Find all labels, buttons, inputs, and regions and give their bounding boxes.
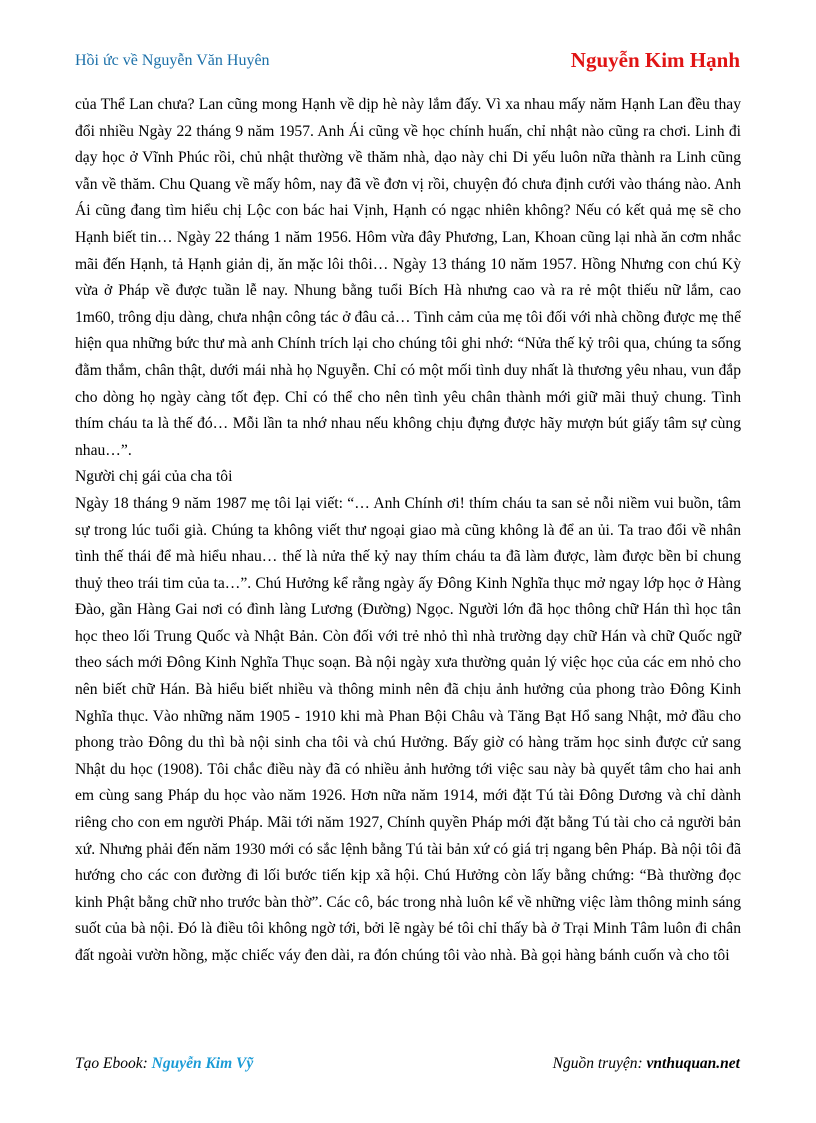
- footer-source-label: Nguồn truyện: [552, 1055, 638, 1072]
- author-name: Nguyễn Kim Hạnh: [570, 48, 740, 72]
- footer-ebook-sep: :: [142, 1055, 152, 1072]
- book-title: Hồi ức về Nguyễn Văn Huyên: [75, 52, 270, 69]
- page-body: [75, 92, 741, 970]
- footer-source-credit: [553, 1055, 740, 1073]
- footer-ebook-label: Tạo Ebook: [75, 1055, 143, 1072]
- paragraph-letters: của Thể Lan chưa? Lan cũng mong Hạnh về dịp hè này lắm đấy. Vì xa nhau mấy năm Hạnh Lan đều thay đổi nhiều Ngày 22 tháng 9 năm 1957. Anh Ái cũng về học chính huấn, chỉ nhật nào cũng ra chơi. Linh đi dạy học ở Vĩnh Phúc rồi, chủ nhật thường về thăm nhà, dạo này chi Di yếu luôn nữa thành ra Linh cũng vẫn về thăm. Chu Quang về mấy hôm, nay đã về đơn vị rồi, chuyện đó chưa định cưới vào tháng nào. Anh Ái cũng đang tìm hiểu chị Lộc con bác hai Vịnh, Hạnh có ngạc nhiên không? Nếu có kết quả mẹ sẽ cho Hạnh biết tin… Ngày 22 tháng 1 năm 1956. Hôm vừa đây Phương, Lan, Khoan cũng lại nhà ăn cơm nhắc mãi đến Hạnh, tả Hạnh giản dị, ăn mặc lôi thôi… Ngày 13 tháng 10 năm 1957. Hồng Nhưng con chú Kỳ vừa ở Pháp về được tuần lễ nay. Nhung bằng tuổi Bích Hà nhưng cao và ra rẻ một thiếu nữ lắm, cao 1m60, trông dịu dàng, chưa nhận công tác ở đâu cả… Tình cảm của mẹ tôi đối với nhà chồng được mẹ thể hiện qua những bức thư mà anh Chính trích lại cho chúng tôi ghi nhớ: “Nửa thế kỷ trôi qua, chúng ta sống đằm thắm, chân thật, dưới mái nhà họ Nguyễn. Chỉ có một mối tình duy nhất là thương yêu nhau, vun đắp cho dòng họ ngày càng tốt đẹp. Chỉ có thể cho nên tình yêu chân thành mới giữ mãi thuỷ chung. Tình thím cháu ta là thế đó… Mỗi lần ta nhớ nhau nếu không chịu đựng được hãy mượn bút giấy tâm sự cùng nhau…”.: [75, 96, 741, 459]
- footer-source-sep: :: [637, 1055, 647, 1072]
- footer-ebook-credit: [75, 1055, 253, 1073]
- footer-source-site: vnthuquan.net: [646, 1055, 740, 1072]
- section-heading: Người chị gái của cha tôi: [75, 468, 233, 486]
- footer-ebook-name: Nguyễn Kim Vỹ: [151, 1055, 254, 1072]
- paragraph-grandmother: Ngày 18 tháng 9 năm 1987 mẹ tôi lại viết: “… Anh Chính ơi! thím cháu ta san sẻ nỗi niềm vui buồn, tâm sự trong lúc tuổi già. Chúng ta không viết thư ngoại giao mà cũng không là để an ủi. Ta trao đổi về nhân tình thế thái để mà hiểu nhau… thế là nửa thế kỷ nay thím cháu ta đã làm được, làm được bền bỉ chung thuỷ theo trái tim của ta…”. Chú Hưởng kể rằng ngày ấy Đông Kinh Nghĩa thục mở ngay lớp học ở Hàng Đào, gần Hàng Gai nơi có đình làng Lương (Đường) Ngọc. Người lớn đã học thông chữ Hán thì học tân học theo lối Trung Quốc và Nhật Bản. Còn đối với trẻ nhỏ thì nhà trường dạy chữ Hán và chữ Quốc ngữ theo sách mới Đông Kinh Nghĩa Thục soạn. Bà nội ngày xưa thường quản lý việc học của các em nhỏ cho nên biết chữ Hán. Bà hiểu biết nhiều và thông minh nên đã chịu ảnh hưởng của phong trào Đông Kinh Nghĩa thục. Vào những năm 1905 - 1910 khi mà Phan Bội Châu và Tăng Bạt Hổ sang Nhật, mở đầu cho phong trào Đông du thì bà nội sinh cha tôi và chú Hưởng. Bấy giờ có hàng trăm học sinh được cử sang Nhật du học (1908). Tôi chắc điều này đã có nhiều ảnh hưởng tới việc sau này bà quyết tâm cho hai anh em cùng sang Pháp du học vào năm 1926. Hơn nữa năm 1914, mới đặt Tú tài Đông Dương và chỉ dành riêng cho con em người Pháp. Mãi tới năm 1927, Chính quyền Pháp mới đặt bằng Tú tài cho cả người bản xứ. Nhưng phải đến năm 1930 mới có sắc lệnh bằng Tú tài bản xứ có giá trị ngang bên Pháp. Bà nội tôi đã hướng cho các con đường đi lối bước tiến kịp xã hội. Chú Hưởng còn lấy bằng chứng: “Bà thường đọc kinh Phật bằng chữ nho trước bàn thờ”. Các cô, bác trong nhà luôn kể về những việc làm thông minh sáng suốt của bà nội. Đó là điều tôi không ngờ tới, bởi lẽ ngày bé tôi chỉ thấy bà ở Trại Minh Tâm luôn đi chân đất ngoài vườn hồng, mặc chiếc váy đen dài, ra đón chúng tôi vào nhà. Bà gọi hàng bánh cuốn và cho tôi: [75, 494, 741, 964]
